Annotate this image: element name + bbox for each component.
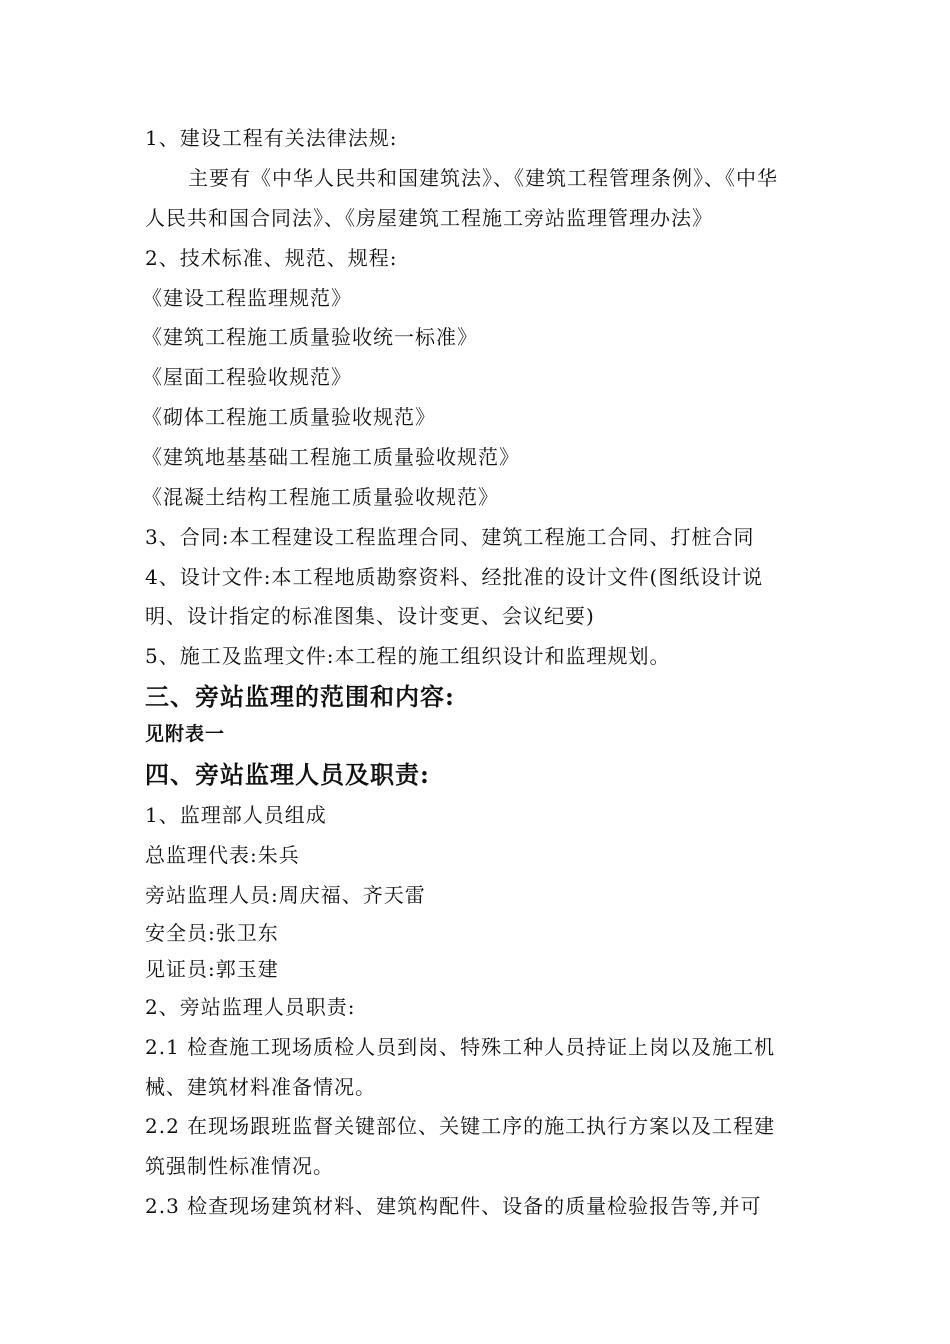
standard-item: 《砌体工程施工质量验收规范》 (142, 405, 436, 429)
standards-heading: 2、技术标准、规范、规程: (145, 246, 398, 270)
design-files-line-1: 4、设计文件:本工程地质勘察资料、经批准的设计文件(图纸设计说 (145, 565, 764, 589)
standard-item: 《建筑工程施工质量验收统一标准》 (142, 325, 478, 349)
witness-officer: 见证员:郭玉建 (145, 957, 279, 981)
standard-item: 《建设工程监理规范》 (142, 286, 352, 310)
laws-body-line-1: 主要有《中华人民共和国建筑法》、《建筑工程管理条例》、《中华 (188, 166, 778, 190)
standard-item: 《混凝土结构工程施工质量验收规范》 (142, 485, 499, 509)
duty-2-3-line-1: 2.3 检查现场建筑材料、建筑构配件、设备的质量检验报告等,并可 (145, 1194, 762, 1218)
staff-heading: 1、监理部人员组成 (145, 803, 327, 827)
duty-2-2-line-1: 2.2 在现场跟班监督关键部位、关键工序的施工执行方案以及工程建 (145, 1114, 776, 1138)
standard-item: 《建筑地基基础工程施工质量验收规范》 (142, 445, 520, 469)
construction-files-line: 5、施工及监理文件:本工程的施工组织设计和监理规划。 (145, 644, 671, 668)
standard-item: 《屋面工程验收规范》 (142, 365, 352, 389)
duty-2-2-line-2: 筑强制性标准情况。 (145, 1154, 334, 1178)
design-files-line-2: 明、设计指定的标准图集、设计变更、会议纪要) (145, 604, 595, 628)
section-3-note: 见附表一 (145, 723, 226, 745)
section-4-heading: 四、旁站监理人员及职责: (145, 760, 430, 789)
section-3-heading: 三、旁站监理的范围和内容: (145, 682, 455, 711)
laws-body-line-2: 人民共和国合同法》、《房屋建筑工程施工旁站监理管理办法》 (145, 206, 713, 230)
onsite-supervisors: 旁站监理人员:周庆福、齐天雷 (145, 883, 426, 907)
safety-officer: 安全员:张卫东 (145, 921, 279, 945)
duties-heading: 2、旁站监理人员职责: (145, 995, 356, 1019)
chief-supervisor: 总监理代表:朱兵 (145, 843, 300, 867)
duty-2-1-line-2: 械、建筑材料准备情况。 (145, 1075, 376, 1099)
contracts-line: 3、合同:本工程建设工程监理合同、建筑工程施工合同、打桩合同 (145, 525, 755, 549)
duty-2-1-line-1: 2.1 检查施工现场质检人员到岗、特殊工种人员持证上岗以及施工机 (145, 1035, 776, 1059)
laws-heading: 1、建设工程有关法律法规: (145, 126, 398, 150)
